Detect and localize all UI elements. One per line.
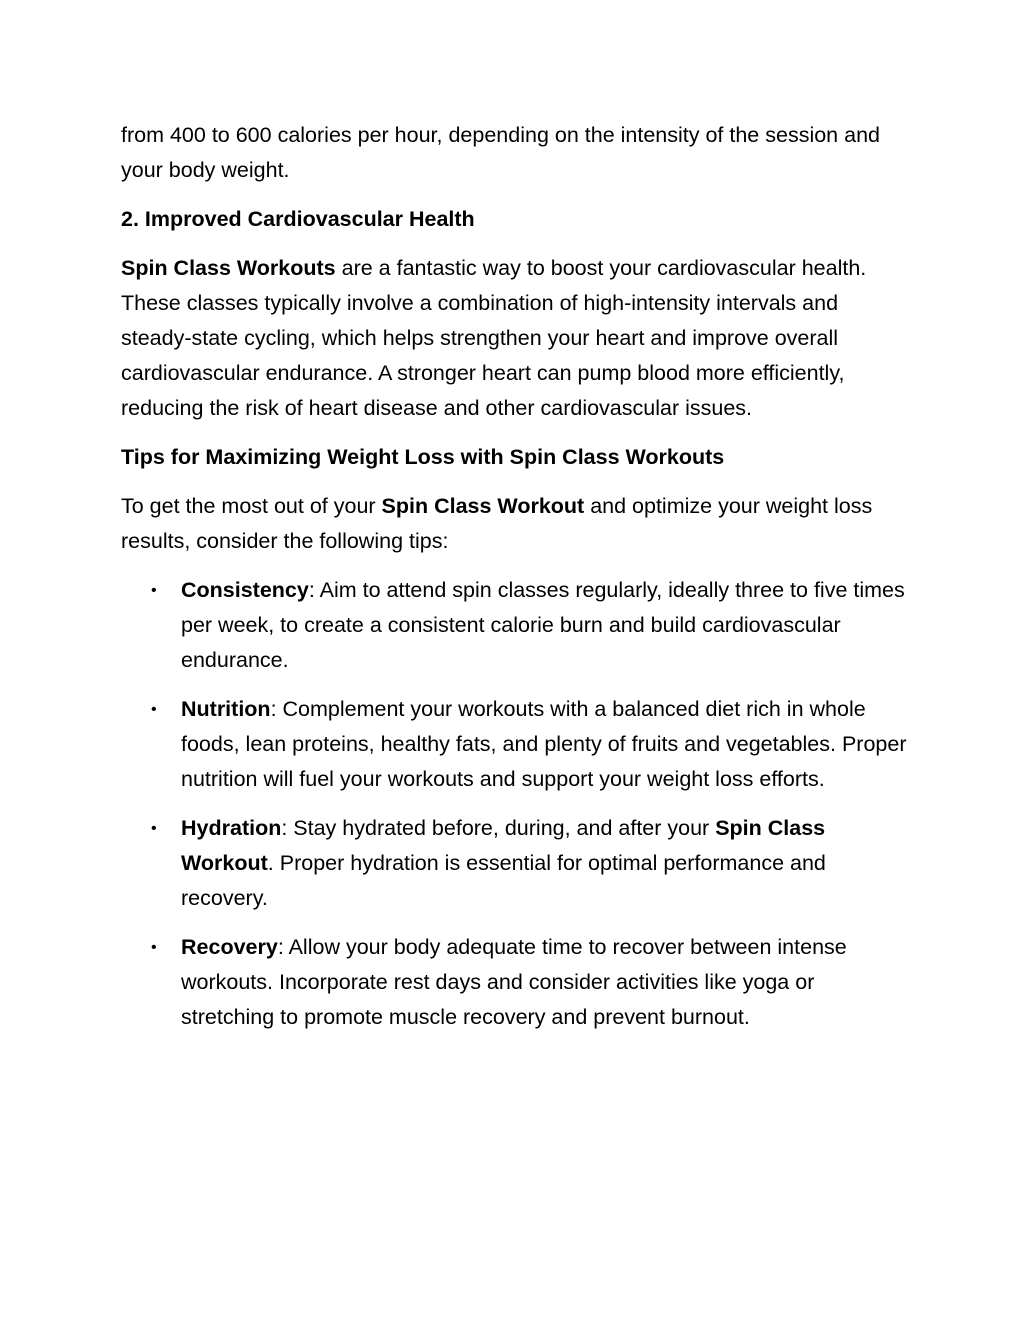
tips-intro-before: To get the most out of your bbox=[121, 494, 382, 518]
bullet-icon: • bbox=[151, 701, 157, 718]
tip-text: : Aim to attend spin classes regularly, ideally three to five times per week, to create a consistent calorie burn and build cardiovascular endurance. bbox=[181, 578, 905, 672]
tip-text: : Stay hydrated before, during, and after your bbox=[281, 816, 716, 840]
document-page bbox=[121, 118, 911, 1049]
tip-term: Hydration bbox=[181, 816, 282, 840]
tips-intro-paragraph bbox=[121, 489, 911, 559]
intro-continued-paragraph: from 400 to 600 calories per hour, depending on the intensity of the session and your body weight. bbox=[121, 123, 880, 182]
list-item-consistency bbox=[121, 573, 911, 678]
tips-intro-bold: Spin Class Workout bbox=[381, 494, 585, 518]
tip-term: Recovery bbox=[181, 935, 278, 959]
section-heading-tips: Tips for Maximizing Weight Loss with Spin Class Workouts bbox=[121, 445, 725, 469]
list-item-recovery bbox=[121, 930, 911, 1035]
tips-intro-after: and optimize your weight loss results, consider the following tips: bbox=[121, 494, 873, 553]
bullet-icon: • bbox=[151, 820, 157, 837]
list-item-nutrition bbox=[121, 692, 911, 797]
cardiovascular-paragraph bbox=[121, 251, 911, 426]
tip-text: : Complement your workouts with a balanced diet rich in whole foods, lean proteins, healthy fats, and plenty of fruits and vegetables. Proper nutrition will fuel your workouts and support your weight loss efforts. bbox=[181, 697, 907, 791]
tips-list bbox=[121, 573, 911, 1035]
bullet-icon: • bbox=[151, 939, 157, 956]
spin-class-workouts-bold: Spin Class Workouts bbox=[121, 256, 336, 280]
section-heading-cardiovascular: 2. Improved Cardiovascular Health bbox=[121, 207, 475, 231]
tip-text: : Allow your body adequate time to recover between intense workouts. Incorporate rest days and consider activities like yoga or stretching to promote muscle recovery and prevent burnout. bbox=[181, 935, 847, 1029]
tip-text-after: . Proper hydration is essential for optimal performance and recovery. bbox=[181, 851, 826, 910]
tip-term: Nutrition bbox=[181, 697, 271, 721]
cardiovascular-body-text: are a fantastic way to boost your cardiovascular health. These classes typically involve a combination of high-intensity intervals and steady-state cycling, which helps strengthen your heart and improve overall cardiovascular endurance. A stronger heart can pump blood more efficiently, reducing the risk of heart disease and other cardiovascular issues. bbox=[121, 256, 867, 420]
tip-term: Consistency bbox=[181, 578, 309, 602]
tip-bold-mid: Spin Class Workout bbox=[181, 816, 826, 875]
list-item-hydration bbox=[121, 811, 911, 916]
bullet-icon: • bbox=[151, 582, 157, 599]
